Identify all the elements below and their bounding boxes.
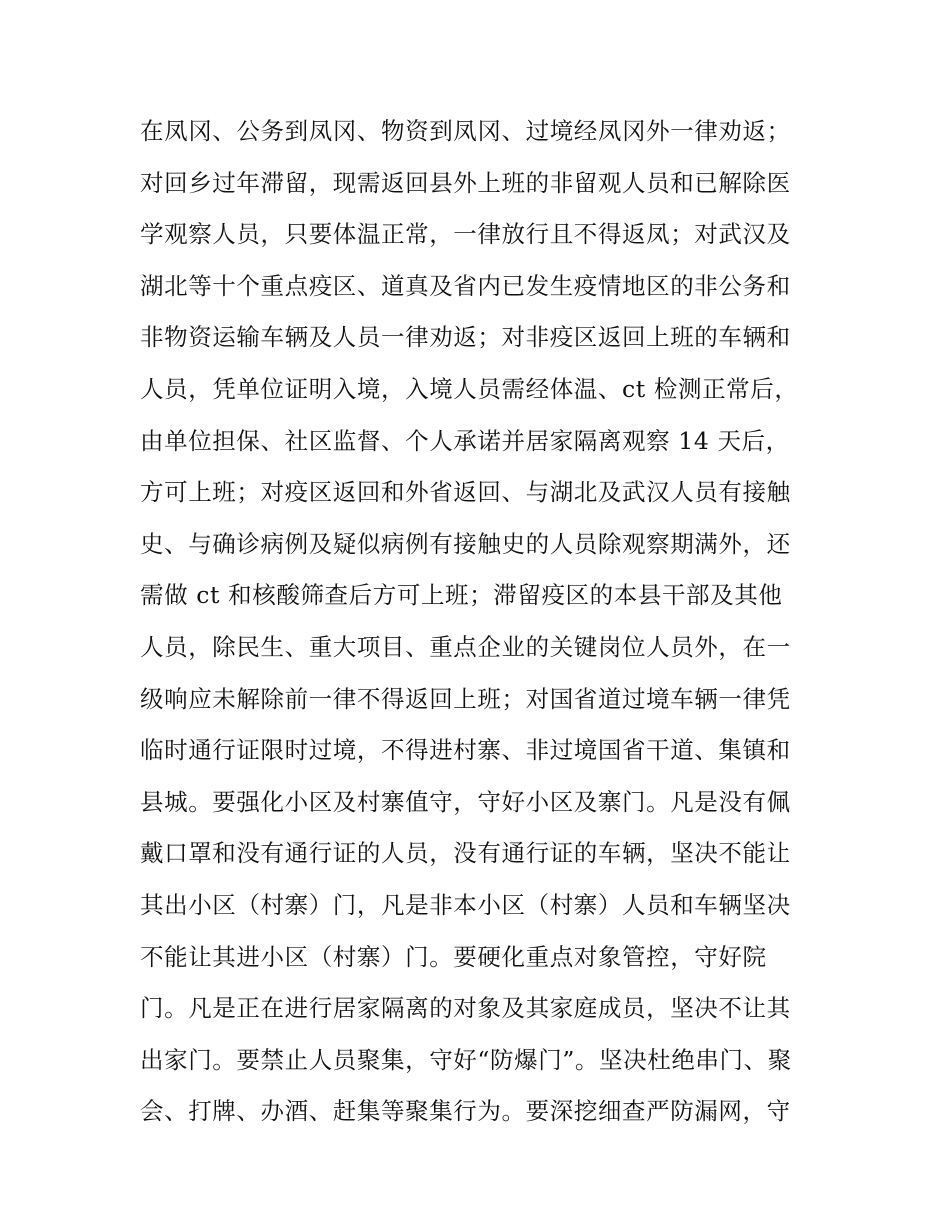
text-line: 级响应未解除前一律不得返回上班；对国省道过境车辆一律凭	[140, 684, 791, 713]
text-line: 对回乡过年滞留，现需返回县外上班的非留观人员和已解除医	[140, 168, 791, 197]
text-line: 出家门。要禁止人员聚集，守好“防爆门”。坚决杜绝串门、聚	[140, 1045, 792, 1074]
body-text	[140, 106, 820, 1138]
text-line: 门。凡是正在进行居家隔离的对象及其家庭成员，坚决不让其	[140, 994, 791, 1023]
text-line: 湖北等十个重点疫区、道真及省内已发生疫情地区的非公务和	[140, 271, 791, 300]
text-line: 在凤冈、公务到凤冈、物资到凤冈、过境经凤冈外一律劝返；	[140, 117, 791, 145]
text-line: 戴口罩和没有通行证的人员，没有通行证的车辆，坚决不能让	[140, 839, 791, 868]
text-line: 史、与确诊病例及疑似病例有接触史的人员除观察期满外，还	[140, 529, 791, 558]
text-line: 方可上班；对疫区返回和外省返回、与湖北及武汉人员有接触	[140, 478, 791, 507]
text-line: 非物资运输车辆及人员一律劝返；对非疫区返回上班的车辆和	[140, 323, 791, 352]
text-line: 学观察人员，只要体温正常，一律放行且不得返凤；对武汉及	[140, 220, 791, 249]
text-line: 不能让其进小区（村寨）门。要硬化重点对象管控，守好院	[140, 942, 767, 971]
text-line: 县城。要强化小区及村寨值守，守好小区及寨门。凡是没有佩	[140, 787, 791, 816]
text-line: 需做 ct 和核酸筛查后方可上班；滞留疫区的本县干部及其他	[140, 581, 783, 610]
text-line: 会、打牌、办酒、赶集等聚集行为。要深挖细查严防漏网，守	[140, 1097, 791, 1126]
text-line: 人员，凭单位证明入境，入境人员需经体温、ct 检测正常后，	[140, 374, 799, 403]
text-line: 人员，除民生、重大项目、重点企业的关键岗位人员外，在一	[140, 632, 791, 661]
text-line: 由单位担保、社区监督、个人承诺并居家隔离观察 14 天后，	[140, 426, 790, 455]
text-line: 临时通行证限时过境，不得进村寨、非过境国省干道、集镇和	[140, 736, 791, 765]
text-line: 其出小区（村寨）门，凡是非本小区（村寨）人员和车辆坚决	[140, 890, 791, 919]
